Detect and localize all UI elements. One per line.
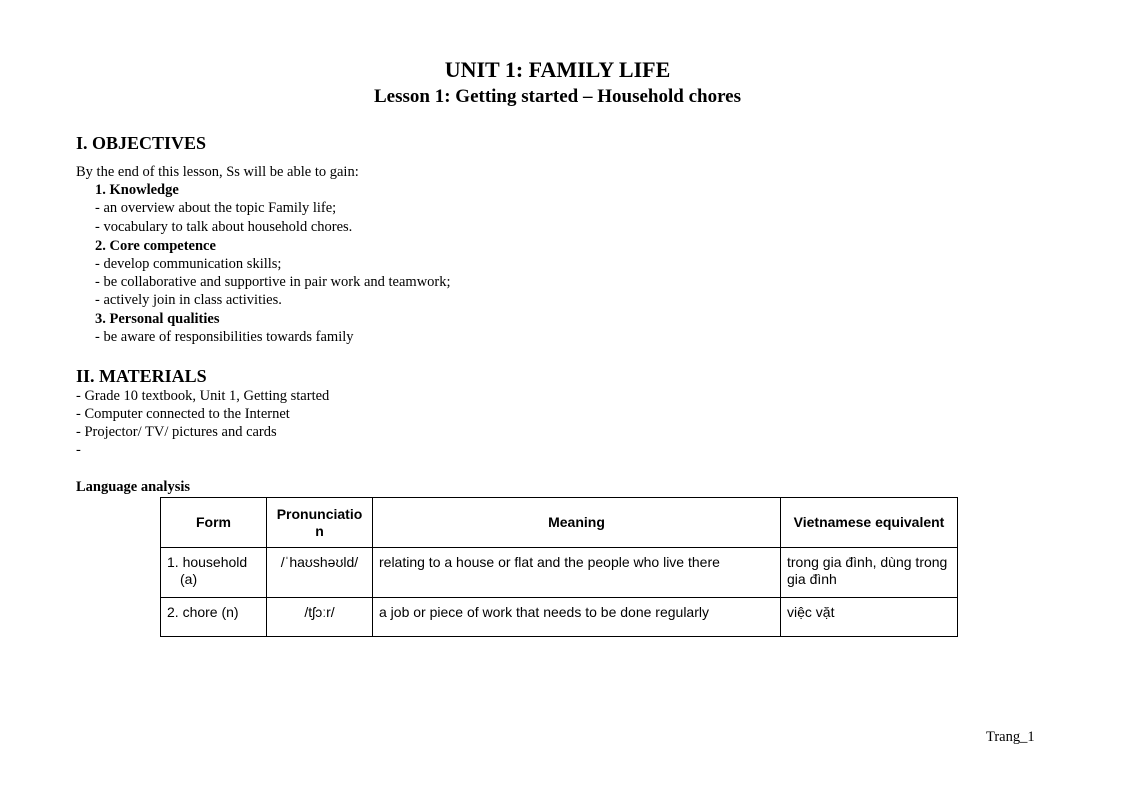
- column-header-form: Form: [161, 498, 267, 548]
- objectives-heading: I. OBJECTIVES: [76, 133, 207, 153]
- form-cell: [161, 548, 267, 598]
- objectives-intro: By the end of this lesson, Ss will be able to gain:: [76, 164, 359, 180]
- materials-item: - Projector/ TV/ pictures and cards: [76, 424, 277, 440]
- table-row: [161, 598, 958, 637]
- language-analysis-table: [160, 497, 958, 637]
- materials-item: - Computer connected to the Internet: [76, 406, 290, 422]
- knowledge-item: - vocabulary to talk about household chores.: [95, 219, 353, 235]
- competence-item: - develop communication skills;: [95, 256, 282, 272]
- vietnamese-cell: việc vặt: [781, 598, 958, 637]
- competence-heading: 2. Core competence: [95, 238, 216, 254]
- language-analysis-label: Language analysis: [76, 479, 191, 495]
- page-number: Trang_1: [986, 729, 1035, 745]
- knowledge-heading: 1. Knowledge: [95, 182, 179, 198]
- vietnamese-cell: trong gia đình, dùng trong gia đình: [781, 548, 958, 598]
- materials-item: -: [76, 442, 81, 458]
- meaning-cell: relating to a house or flat and the people who live there: [373, 548, 781, 598]
- qualities-item: - be aware of responsibilities towards family: [95, 329, 354, 345]
- lesson-title: Lesson 1: Getting started – Household chores: [374, 86, 741, 107]
- competence-item: - be collaborative and supportive in pair work and teamwork;: [95, 274, 451, 290]
- knowledge-item: - an overview about the topic Family life;: [95, 200, 337, 216]
- column-header-vietnamese: Vietnamese equivalent: [781, 498, 958, 548]
- pronunciation-cell: /ˈhaʊshəʊld/: [267, 548, 373, 598]
- competence-item: - actively join in class activities.: [95, 292, 282, 308]
- unit-title: UNIT 1: FAMILY LIFE: [444, 57, 671, 82]
- form-text: 2. chore (n): [167, 604, 239, 620]
- table-row: [161, 548, 958, 598]
- form-part-of-speech: (a): [180, 571, 198, 587]
- table-header-row: [161, 498, 958, 548]
- column-header-pronunciation: Pronunciatio n: [267, 498, 373, 548]
- qualities-heading: 3. Personal qualities: [95, 311, 220, 327]
- form-text: 1. household: [167, 554, 248, 570]
- meaning-cell: a job or piece of work that needs to be done regularly: [373, 598, 781, 637]
- column-header-meaning: Meaning: [373, 498, 781, 548]
- pronunciation-cell: /tʃɔːr/: [267, 598, 373, 637]
- materials-heading: II. MATERIALS: [76, 366, 207, 386]
- form-cell: [161, 598, 267, 637]
- materials-item: - Grade 10 textbook, Unit 1, Getting started: [76, 388, 330, 404]
